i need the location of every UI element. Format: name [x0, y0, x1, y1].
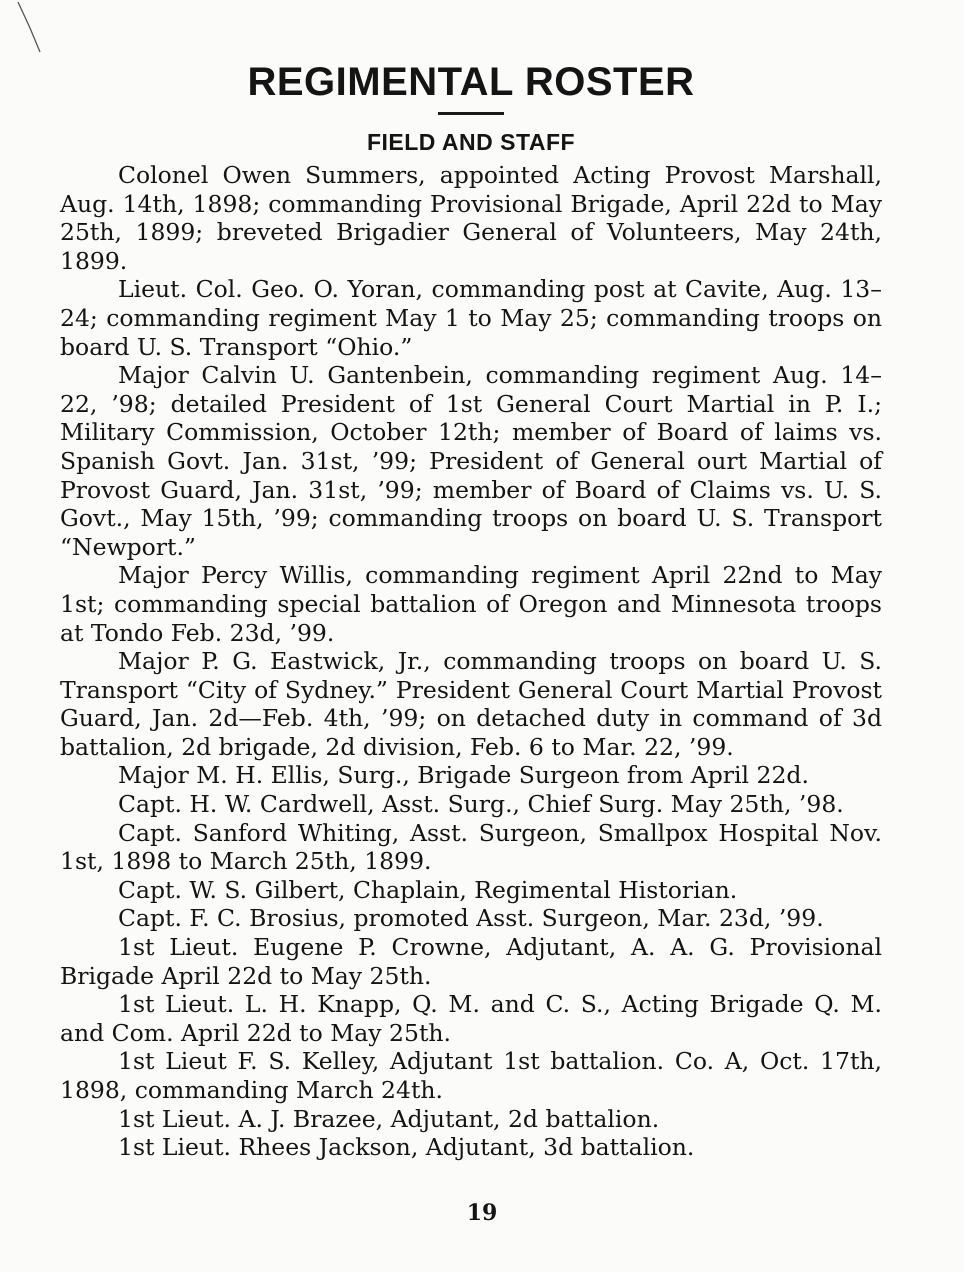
roster-entry: 1st Lieut. L. H. Knapp, Q. M. and C. S., Acting Brigade Q. M. and Com. April 22d to May 25th.: [60, 990, 882, 1047]
roster-page: [60, 50, 882, 1162]
roster-entry: Capt. W. S. Gilbert, Chaplain, Regimental Historian.: [118, 875, 738, 904]
page-title: REGIMENTAL ROSTER: [247, 60, 695, 104]
roster-entries: [60, 161, 882, 1162]
roster-entry: Major Calvin U. Gantenbein, commanding regiment Aug. 14–22, ’98; detailed President of 1st General Court Martial in P. I.; Military Commission, October 12th; member of Board of laims vs. Spanish Govt. Jan. 31st, ’99; President of General ourt Martial of Provost Guard, Jan. 31st, ’99; member of Board of Claims vs. U. S. Govt., May 15th, ’99; commanding troops on board U. S. Transport “Newport.”: [60, 361, 882, 561]
roster-entry: Lieut. Col. Geo. O. Yoran, commanding post at Cavite, Aug. 13–24; commanding regiment May 1 to May 25; commanding troops on board U. S. Transport “Ohio.”: [60, 275, 882, 361]
roster-entry: Capt. H. W. Cardwell, Asst. Surg., Chief Surg. May 25th, ’98.: [118, 790, 844, 819]
title-rule: [438, 112, 504, 115]
roster-entry: 1st Lieut. A. J. Brazee, Adjutant, 2d battalion.: [118, 1104, 660, 1133]
roster-entry: 1st Lieut. Rhees Jackson, Adjutant, 3d battalion.: [118, 1133, 695, 1162]
page-number: 19: [466, 1200, 498, 1226]
roster-entry: Capt. F. C. Brosius, promoted Asst. Surgeon, Mar. 23d, ’99.: [118, 904, 824, 933]
roster-entry: 1st Lieut. Eugene P. Crowne, Adjutant, A. A. G. Provisional Brigade April 22d to May 25th.: [60, 933, 882, 990]
section-heading: FIELD AND STAFF: [366, 129, 576, 155]
roster-entry: Colonel Owen Summers, appointed Acting Provost Marshall, Aug. 14th, 1898; commanding Provisional Brigade, April 22d to May 25th, 1899; breveted Brigadier General of Volunteers, May 24th, 1899.: [60, 161, 882, 275]
pencil-mark-decoration: [0, 0, 60, 90]
roster-entry: Major Percy Willis, commanding regiment April 22nd to May 1st; commanding special battalion of Oregon and Minnesota troops at Tondo Feb. 23d, ’99.: [60, 561, 882, 647]
roster-entry: Major M. H. Ellis, Surg., Brigade Surgeon from April 22d.: [118, 761, 809, 790]
roster-entry: Major P. G. Eastwick, Jr., commanding troops on board U. S. Transport “City of Sydney.” President General Court Martial Provost Guard, Jan. 2d—Feb. 4th, ’99; on detached duty in command of 3d battalion, 2d brigade, 2d division, Feb. 6 to Mar. 22, ’99.: [60, 647, 882, 761]
roster-entry: 1st Lieut F. S. Kelley, Adjutant 1st battalion. Co. A, Oct. 17th, 1898, commanding March 24th.: [60, 1047, 882, 1104]
roster-entry: Capt. Sanford Whiting, Asst. Surgeon, Smallpox Hospital Nov. 1st, 1898 to March 25th, 1899.: [60, 818, 882, 876]
